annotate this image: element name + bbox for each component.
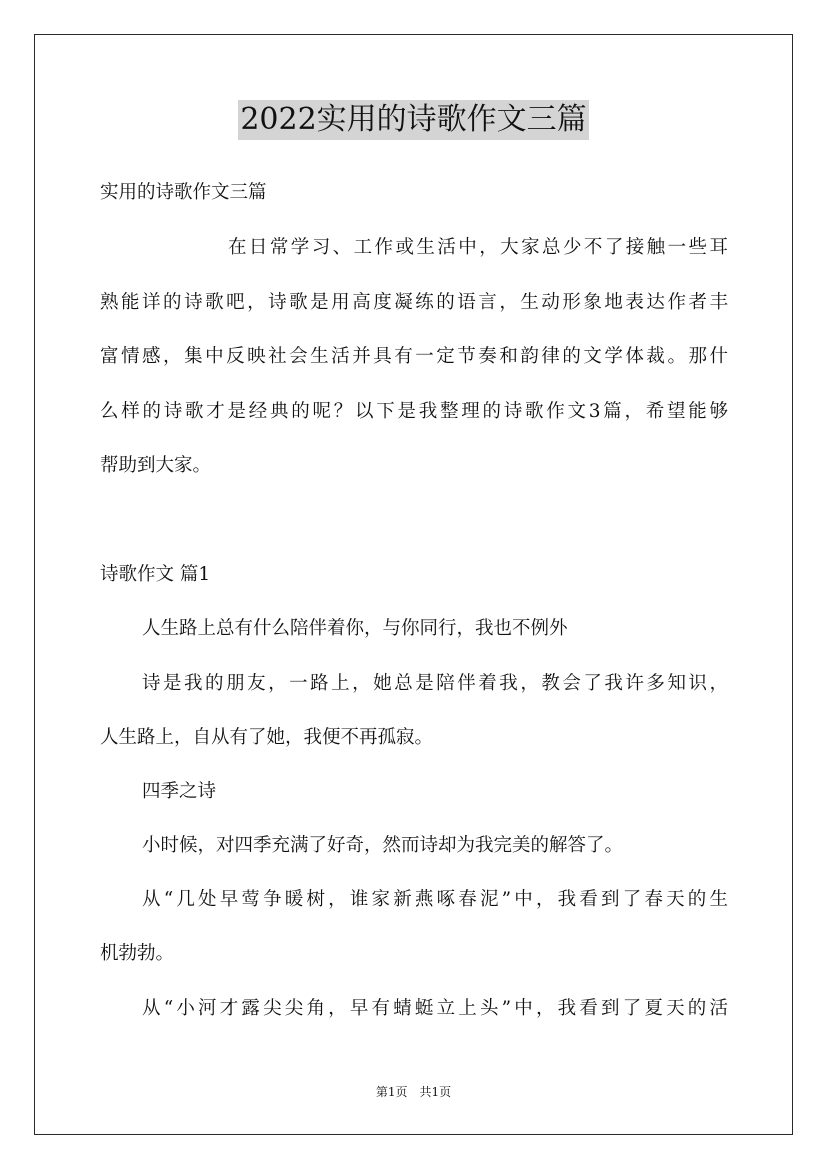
intro-line-2: 熟能详的诗歌吧，诗歌是用高度凝练的语言，生动形象地表达作者丰: [100, 292, 728, 313]
paragraph-line: 从“小河才露尖尖角，早有蜻蜓立上头”中，我看到了夏天的活: [142, 998, 728, 1019]
paragraph-line: 人生路上总有什么陪伴着你，与你同行，我也不例外: [142, 618, 568, 639]
intro-line-5: 帮助到大家。: [100, 455, 212, 476]
poem-subheading: 四季之诗: [142, 781, 217, 802]
paragraph-line: 从“几处早莺争暖树，谁家新燕啄春泥”中，我看到了春天的生: [142, 889, 728, 910]
page-footer: 第1页 共1页: [375, 1085, 452, 1099]
subtitle-line: 实用的诗歌作文三篇: [100, 182, 267, 203]
title-container: [0, 100, 827, 140]
section-heading: 诗歌作文 篇1: [100, 564, 211, 585]
paragraph-line: 机勃勃。: [100, 943, 175, 964]
intro-line-3: 富情感，集中反映社会生活并具有一定节奏和韵律的文学体裁。那什: [100, 346, 728, 367]
intro-line-4: 么样的诗歌才是经典的呢？以下是我整理的诗歌作文3篇，希望能够: [100, 401, 728, 422]
paragraph-line: 人生路上，自从有了她，我便不再孤寂。: [100, 727, 434, 748]
paragraph-line: 小时候，对四季充满了好奇，然而诗却为我完美的解答了。: [142, 835, 624, 856]
intro-line-1: 在日常学习、工作或生活中，大家总少不了接触一些耳: [228, 237, 728, 258]
paragraph-line: 诗是我的朋友，一路上，她总是陪伴着我，教会了我许多知识，: [142, 673, 728, 694]
document-title: 2022实用的诗歌作文三篇: [238, 100, 588, 140]
